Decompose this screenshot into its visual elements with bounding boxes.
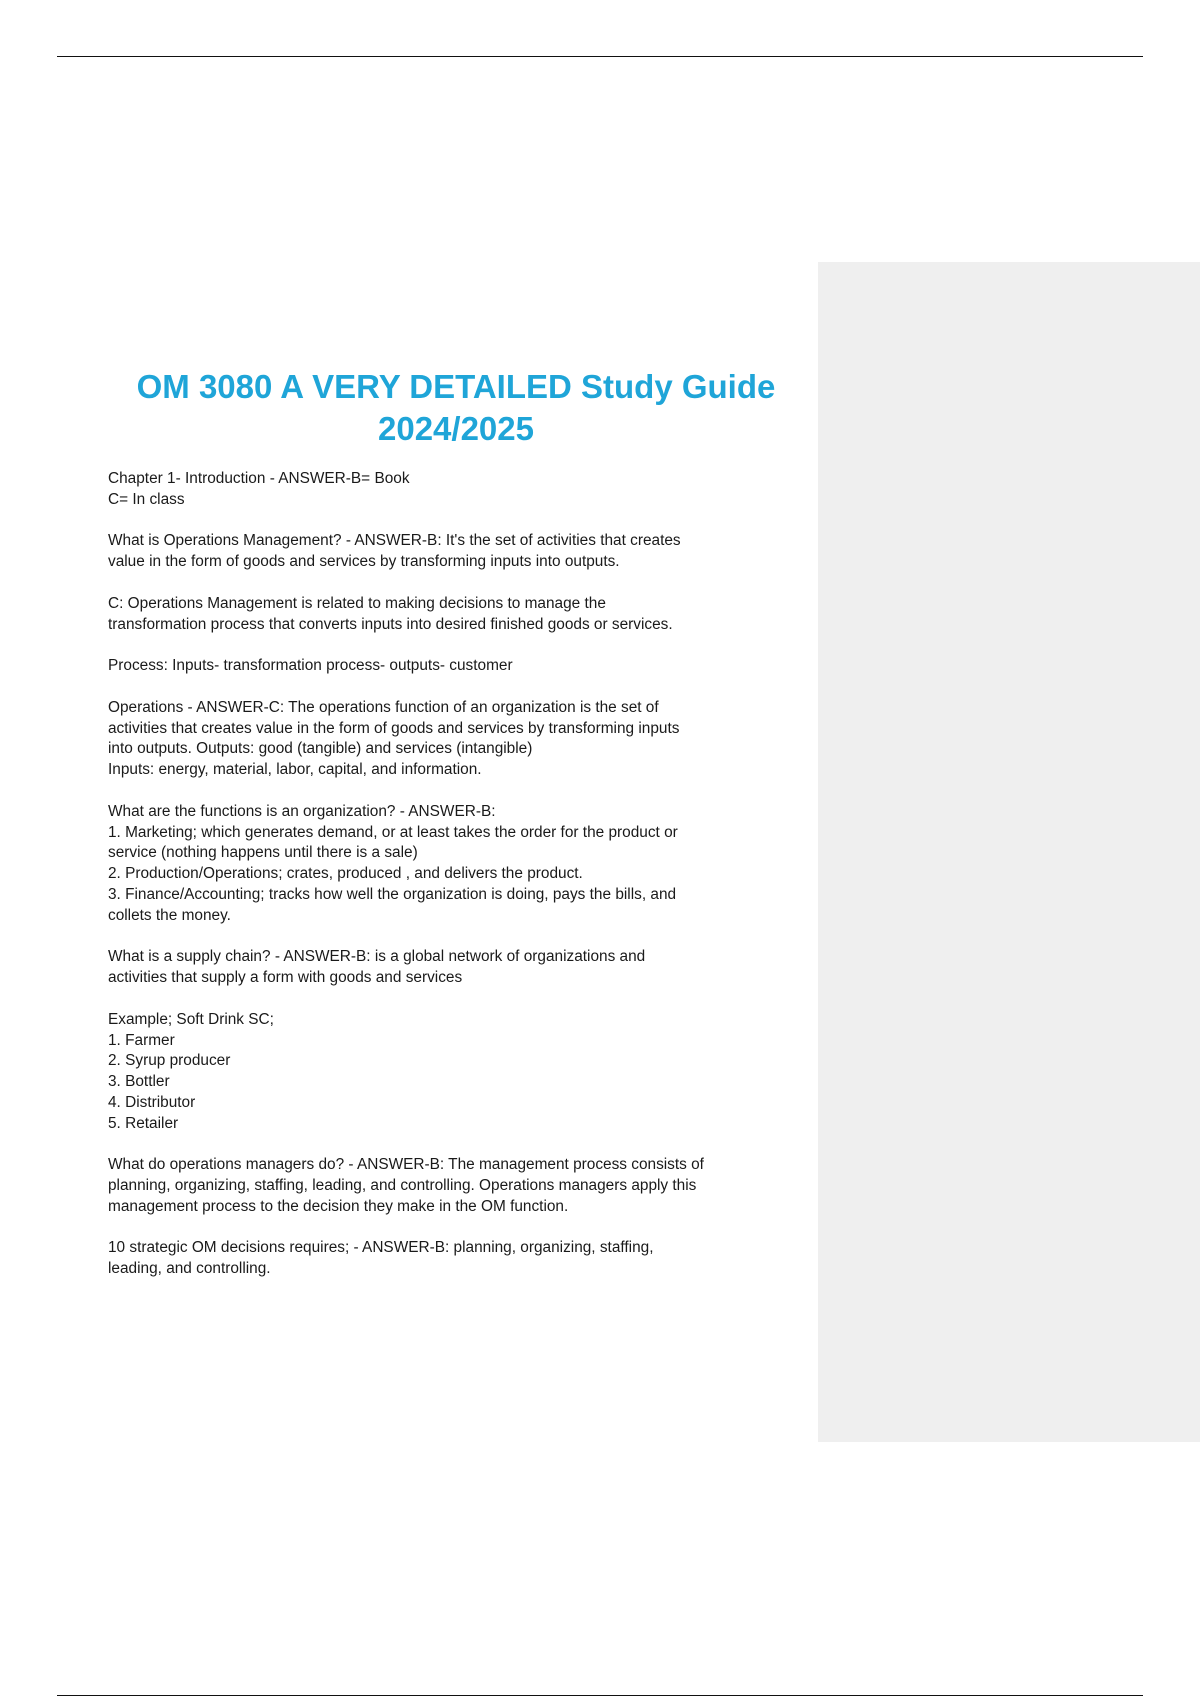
text-line: into outputs. Outputs: good (tangible) and services (intangible): [108, 740, 533, 758]
document-body: [108, 469, 808, 1301]
text-line: Example; Soft Drink SC;: [108, 1010, 274, 1028]
text-line: 4. Distributor: [108, 1093, 196, 1111]
header-rule: [57, 56, 1143, 57]
text-line: 3. Bottler: [108, 1073, 170, 1091]
body-paragraph: [108, 947, 808, 989]
text-line: 10 strategic OM decisions requires; - ANSWER-B: planning, organizing, staffing,: [108, 1239, 654, 1257]
text-line: activities that creates value in the form of goods and services by transforming inputs: [108, 719, 680, 737]
text-line: value in the form of goods and services by transforming inputs into outputs.: [108, 553, 620, 571]
body-paragraph: [108, 802, 808, 927]
text-line: What are the functions is an organization? - ANSWER-B:: [108, 802, 496, 820]
text-line: What do operations managers do? - ANSWER-B: The management process consists of: [108, 1156, 704, 1174]
text-line: Operations - ANSWER-C: The operations function of an organization is the set of: [108, 698, 659, 716]
text-line: C= In class: [108, 490, 185, 508]
comment-margin-pane: [818, 262, 1200, 1442]
title-line-2: 2024/2025: [378, 410, 534, 447]
text-line: Chapter 1- Introduction - ANSWER-B= Book: [108, 470, 410, 487]
text-line: collets the money.: [108, 906, 231, 924]
body-paragraph: [108, 594, 808, 636]
body-paragraph: [108, 1155, 808, 1217]
body-paragraph: [108, 469, 808, 511]
text-line: C: Operations Management is related to making decisions to manage the: [108, 594, 606, 612]
text-line: What is Operations Management? - ANSWER-B: It's the set of activities that creates: [108, 532, 681, 550]
text-line: 1. Marketing; which generates demand, or at least takes the order for the product or: [108, 823, 678, 841]
body-paragraph: [108, 656, 808, 677]
text-line: 2. Production/Operations; crates, produced , and delivers the product.: [108, 865, 583, 883]
body-paragraph: [108, 698, 808, 781]
text-line: Process: Inputs- transformation process- outputs- customer: [108, 657, 513, 675]
text-line: management process to the decision they make in the OM function.: [108, 1197, 569, 1215]
text-line: service (nothing happens until there is a sale): [108, 844, 418, 862]
text-line: 2. Syrup producer: [108, 1052, 231, 1070]
text-line: 5. Retailer: [108, 1114, 179, 1132]
text-line: transformation process that converts inputs into desired finished goods or services.: [108, 615, 673, 633]
body-paragraph: [108, 1010, 808, 1135]
text-line: planning, organizing, staffing, leading, and controlling. Operations managers apply this: [108, 1177, 697, 1195]
text-line: 3. Finance/Accounting; tracks how well the organization is doing, pays the bills, and: [108, 885, 677, 903]
text-line: activities that supply a form with goods and services: [108, 969, 463, 987]
text-line: Inputs: energy, material, labor, capital, and information.: [108, 761, 482, 779]
body-paragraph: [108, 531, 808, 573]
footer-rule: [57, 1695, 1143, 1696]
title-line-1: OM 3080 A VERY DETAILED Study Guide: [136, 368, 776, 405]
body-paragraph: [108, 1238, 808, 1280]
text-line: 1. Farmer: [108, 1031, 175, 1049]
text-line: leading, and controlling.: [108, 1260, 271, 1278]
document-title: [100, 366, 812, 450]
text-line: What is a supply chain? - ANSWER-B: is a global network of organizations and: [108, 948, 646, 966]
